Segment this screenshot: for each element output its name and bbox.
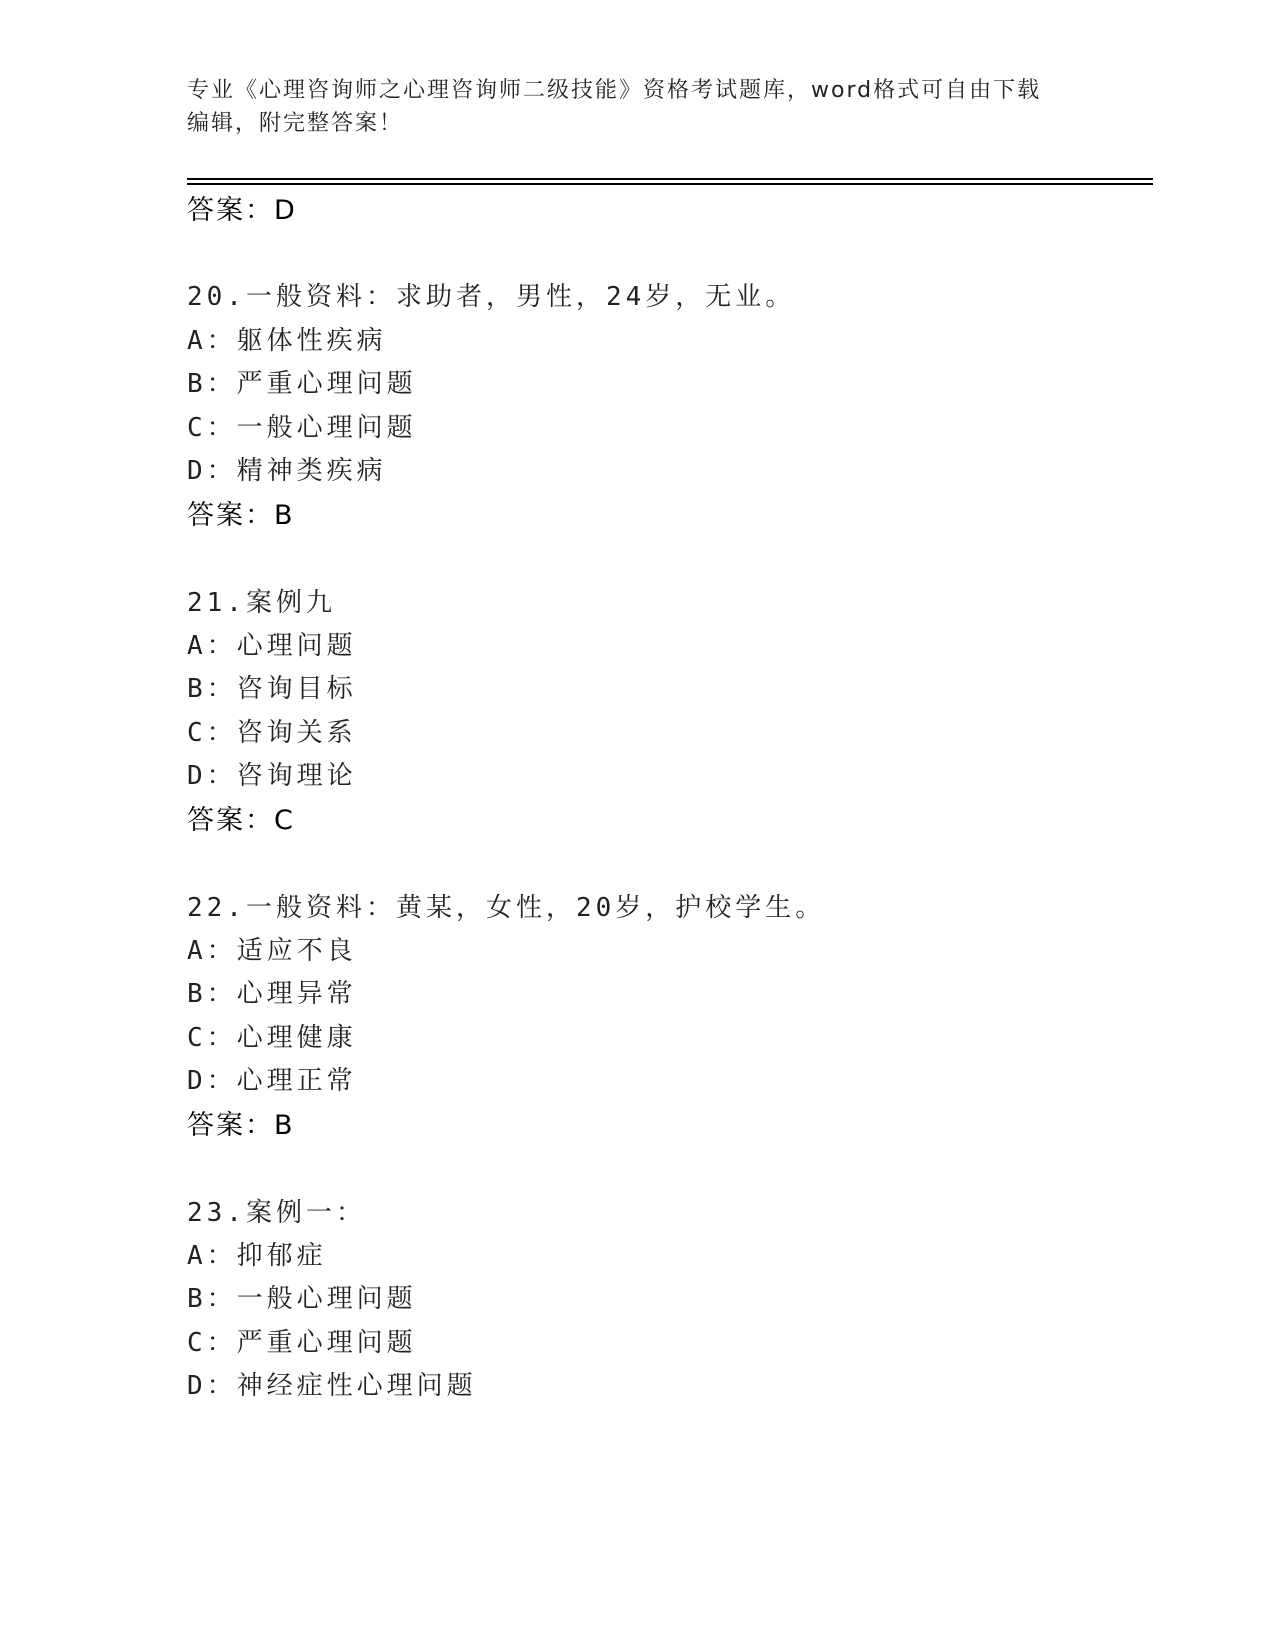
answer-label: 答案：D bbox=[187, 195, 297, 226]
option-a: A：适应不良 bbox=[187, 936, 357, 966]
header-line-1: 专业《心理咨询师之心理咨询师二级技能》资格考试题库，word格式可自由下载 bbox=[187, 78, 1042, 103]
option-d: D：心理正常 bbox=[187, 1066, 357, 1096]
answer-label: 答案：B bbox=[187, 1110, 295, 1141]
option-b: B：咨询目标 bbox=[187, 674, 357, 704]
question-stem: 20.一般资料：求助者，男性，24岁，无业。 bbox=[187, 282, 796, 312]
option-c: C：一般心理问题 bbox=[187, 413, 417, 443]
header-divider-top bbox=[187, 178, 1153, 180]
question-stem: 23.案例一： bbox=[187, 1198, 366, 1228]
option-c: C：心理健康 bbox=[187, 1023, 357, 1053]
option-c: C：咨询关系 bbox=[187, 718, 357, 748]
answer-label: 答案：C bbox=[187, 805, 295, 836]
document-header bbox=[187, 74, 1067, 140]
option-d: D：咨询理论 bbox=[187, 761, 357, 791]
option-d: D：精神类疾病 bbox=[187, 456, 387, 486]
option-b: B：心理异常 bbox=[187, 979, 357, 1009]
option-b: B：一般心理问题 bbox=[187, 1284, 417, 1314]
option-d: D：神经症性心理问题 bbox=[187, 1371, 477, 1401]
option-c: C：严重心理问题 bbox=[187, 1328, 417, 1358]
header-line-2: 编辑，附完整答案！ bbox=[187, 111, 404, 136]
answer-label: 答案：B bbox=[187, 500, 295, 531]
header-divider-bottom bbox=[187, 183, 1153, 185]
option-a: A：躯体性疾病 bbox=[187, 326, 387, 356]
option-a: A：抑郁症 bbox=[187, 1241, 327, 1271]
question-stem: 21.案例九 bbox=[187, 588, 336, 618]
question-stem: 22.一般资料：黄某，女性，20岁，护校学生。 bbox=[187, 893, 826, 923]
option-a: A：心理问题 bbox=[187, 631, 357, 661]
option-b: B：严重心理问题 bbox=[187, 369, 417, 399]
